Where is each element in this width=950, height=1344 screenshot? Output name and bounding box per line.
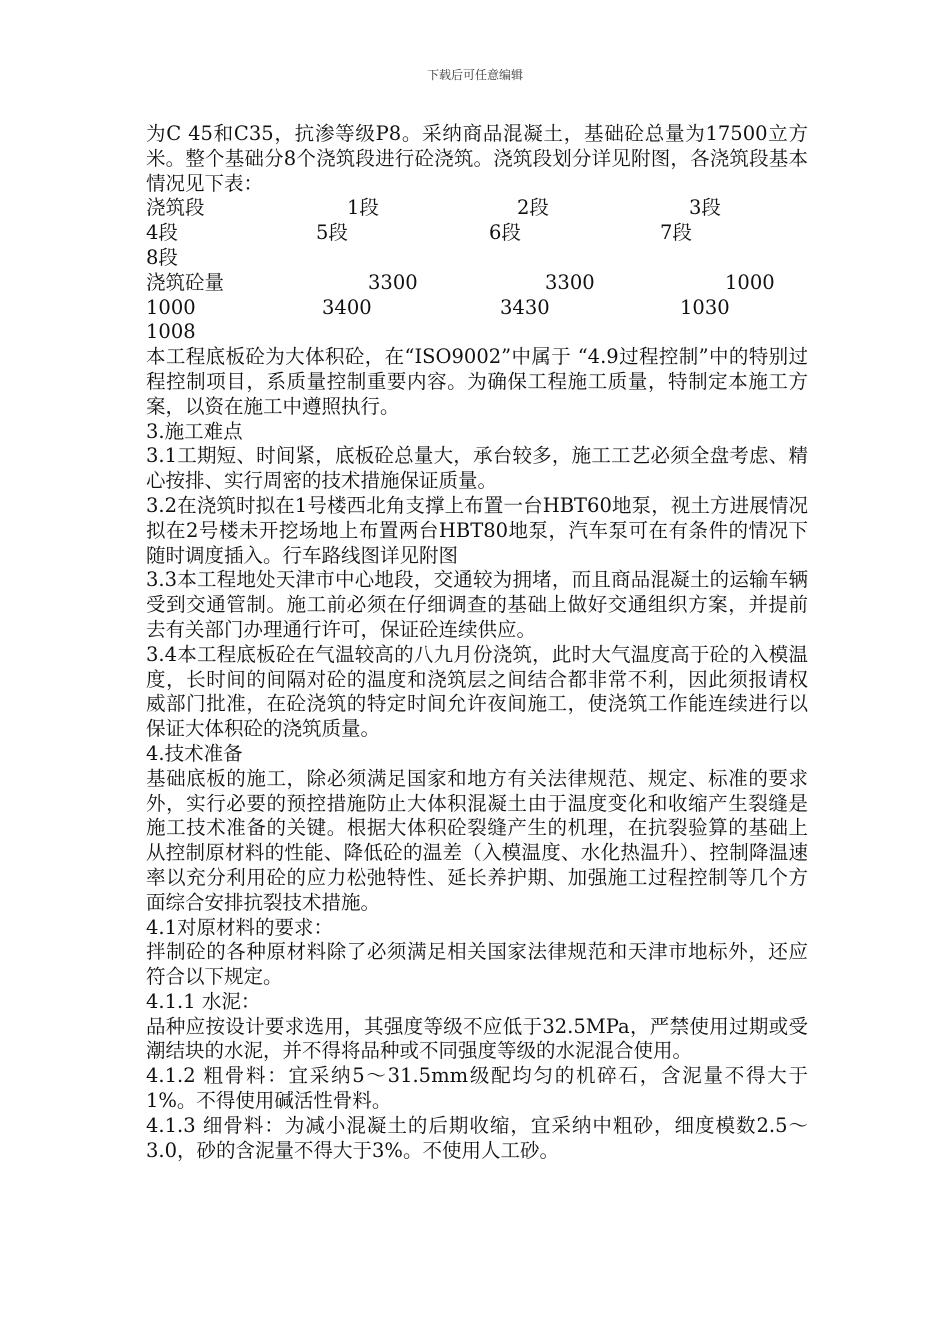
volume-cell: 1000 (146, 295, 196, 319)
table-row-segments-2 (146, 221, 808, 246)
section-heading-4-1: 4.1对原材料的要求： (146, 915, 334, 939)
volume-cell: 3400 (322, 295, 372, 319)
paragraph-3-3: 3.3本工程地处天津市中心地段，交通较为拥堵，而且商品混凝土的运输车辆受到交通管制。施工前必须在仔细调查的基础上做好交通组织方案，并提前去有关部门办理通行许可，保证砼连续供应。 (146, 568, 808, 641)
segment-cell: 5段 (316, 221, 348, 245)
section-heading-4: 4.技术准备 (146, 741, 243, 765)
volume-cell: 1030 (680, 295, 730, 319)
segment-cell: 6段 (489, 221, 521, 245)
document-body (146, 122, 808, 1163)
table-row-volumes-2 (146, 296, 808, 321)
table-row-volumes-1 (146, 271, 808, 296)
paragraph-4-1: 拌制砼的各种原材料除了必须满足相关国家法律规范和天津市地标外，还应符合以下规定。 (146, 940, 808, 989)
paragraph-3-2: 3.2在浇筑时拟在1号楼西北角支撑上布置一台HBT60地泵，视土方进展情况拟在2号楼未开挖场地上布置两台HBT80地泵，汽车泵可在有条件的情况下随时调度插入。行车路线图详见附图 (146, 493, 808, 567)
segment-header-label: 浇筑段 (146, 196, 205, 220)
paragraph-3-4: 3.4本工程底板砼在气温较高的八九月份浇筑，此时大气温度高于砼的入模温度，长时间的间隔对砼的温度和浇筑层之间结合都非常不利，因此须报请权威部门批准，在砼浇筑的特定时间允许夜间施工，使浇筑工作能连续进行以保证大体积砼的浇筑质量。 (146, 642, 808, 741)
volume-cell: 1000 (725, 270, 775, 294)
intro-paragraph: 为C 45和C35，抗渗等级P8。采纳商品混凝土，基础砼总量为17500立方米。整个基础分8个浇筑段进行砼浇筑。浇筑段划分详见附图，各浇筑段基本情况见下表： (146, 122, 808, 195)
section-heading-4-1-1: 4.1.1 水泥： (146, 989, 261, 1013)
paragraph-4-1-2: 4.1.2 粗骨料：宜采纳5～31.5mm级配均匀的机碎石，含泥量不得大于1%。不得使用碱活性骨料。 (146, 1064, 808, 1113)
iso-paragraph: 本工程底板砼为大体积砼，在“ISO9002”中属于 “4.9过程控制”中的特别过程控制项目，系质量控制重要内容。为确保工程施工质量，特制定本施工方案，以资在施工中遵照执行。 (146, 345, 808, 418)
segment-cell: 3段 (689, 196, 721, 220)
segment-cell: 2段 (517, 196, 549, 220)
table-row-segments-3 (146, 246, 808, 271)
volume-cell: 3300 (368, 270, 418, 294)
page-header: 下载后可任意编辑 (426, 68, 523, 82)
paragraph-4-1-1: 品种应按设计要求选用，其强度等级不应低于32.5MPa，严禁使用过期或受潮结块的水泥，并不得将品种或不同强度等级的水泥混合使用。 (146, 1014, 808, 1063)
segment-cell: 4段 (146, 221, 178, 245)
segment-cell: 7段 (660, 221, 692, 245)
paragraph-4: 基础底板的施工，除必须满足国家和地方有关法律规范、规定、标准的要求外，实行必要的预控措施防止大体积混凝土由于温度变化和收缩产生裂缝是施工技术准备的关键。根据大体积砼裂缝产生的机理，在抗裂验算的基础上从控制原材料的性能、降低砼的温差（入模温度、水化热温升）、控制降温速率以充分利用砼的应力松弛特性、延长养护期、加强施工过程控制等几个方面综合安排抗裂技术措施。 (146, 766, 808, 914)
volume-cell: 3430 (500, 295, 550, 319)
volume-cell: 1008 (146, 320, 196, 344)
volume-cell: 3300 (545, 270, 595, 294)
table-row-segments-1 (146, 196, 808, 221)
paragraph-3-1: 3.1工期短、时间紧，底板砼总量大，承台较多，施工工艺必须全盘考虑、精心按排、实行周密的技术措施保证质量。 (146, 444, 808, 493)
segment-cell: 1段 (347, 196, 379, 220)
section-heading-3: 3.施工难点 (146, 419, 243, 443)
table-row-volumes-3 (146, 320, 808, 345)
paragraph-4-1-3: 4.1.3 细骨料：为减小混凝土的后期收缩，宜采纳中粗砂，细度模数2.5～3.0，砂的含泥量不得大于3%。不使用人工砂。 (146, 1113, 808, 1162)
segment-cell: 8段 (146, 245, 178, 269)
volume-header-label: 浇筑砼量 (146, 270, 225, 294)
